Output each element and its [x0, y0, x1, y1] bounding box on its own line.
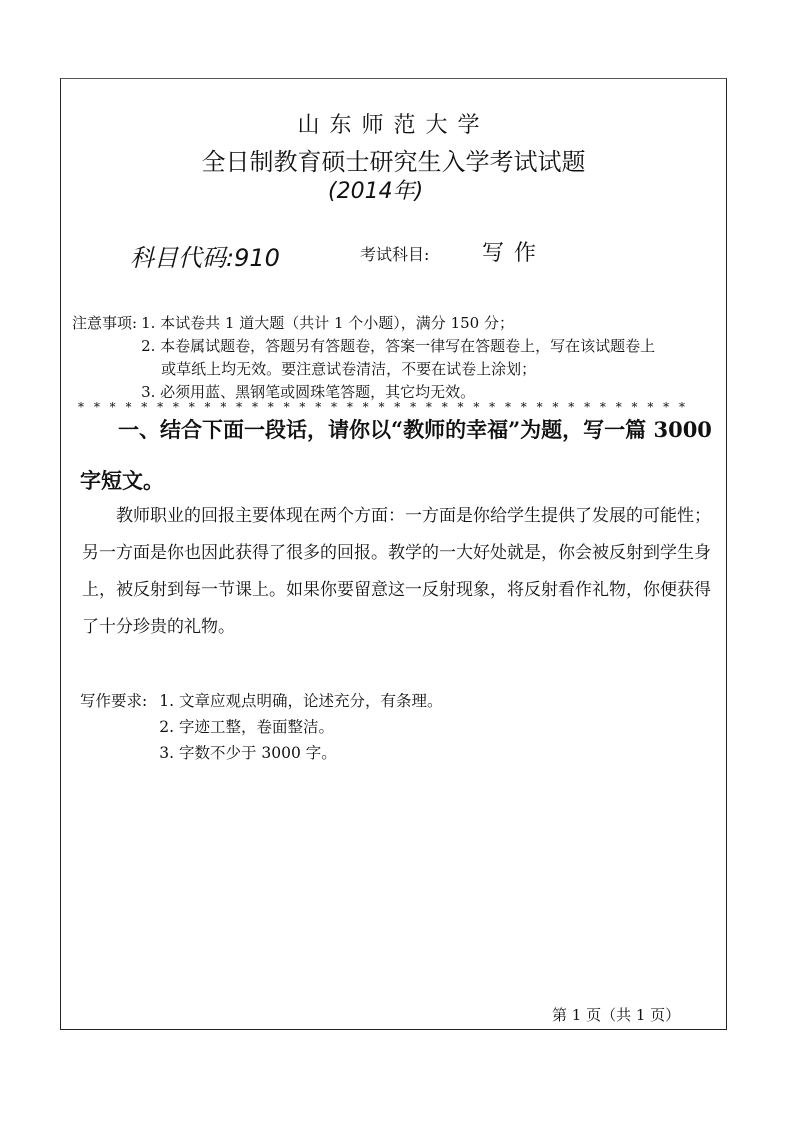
requirement-item: 2. 字迹工整，卷面整洁。: [159, 718, 334, 736]
university-name: 山东师范大学: [297, 113, 490, 138]
subject-name: 写作: [482, 241, 547, 266]
note-item: 1. 本试卷共 1 道大题（共计 1 个小题），满分 150 分；: [141, 314, 514, 332]
question-line-2: 字短文。: [80, 468, 164, 493]
exam-year-handwritten: (2014年): [328, 179, 424, 204]
subject-code-handwritten: 科目代码:910: [130, 244, 280, 272]
notes-section: [72, 312, 722, 404]
note-item: 2. 本卷属试题卷，答题另有答题卷，答案一律写在答题卷上，写在该试题卷上: [141, 337, 656, 355]
notes-list: [141, 312, 722, 404]
notes-label: 注意事项:: [72, 314, 138, 332]
requirement-item: 3. 字数不少于 3000 字。: [159, 744, 337, 762]
question-passage: 教师职业的回报主要体现在两个方面：一方面是你给学生提供了发展的可能性；另一方面是你也因此获得了很多的回报。教学的一大好处就是，你会被反射到学生身上，被反射到每一节课上。如果你要留意这一反射现象，将反射看作礼物，你便获得了十分珍贵的礼物。: [82, 506, 711, 637]
requirements-section: [80, 688, 720, 766]
exam-title: 全日制教育硕士研究生入学考试试题: [201, 148, 586, 176]
question-line-1: 一、结合下面一段话，请你以“教师的幸福”为题，写一篇 3000: [118, 417, 712, 442]
note-item: 或草纸上均无效。要注意试卷清洁，不要在试卷上涂划；: [161, 360, 537, 378]
requirements-list: [159, 688, 720, 766]
separator: * * * * * * * * * * * * * * * * * * * * * * * * * * * * * * * * * * * * * * *: [78, 400, 688, 414]
page-number: 第 1 页（共 1 页）: [552, 1006, 681, 1024]
requirement-item: 1. 文章应观点明确，论述充分，有条理。: [159, 692, 443, 710]
requirements-label: 写作要求:: [80, 692, 148, 710]
note-item: 3. 必须用蓝、黑钢笔或圆珠笔答题，其它均无效。: [141, 383, 476, 401]
subject-label: 考试科目:: [360, 245, 430, 264]
